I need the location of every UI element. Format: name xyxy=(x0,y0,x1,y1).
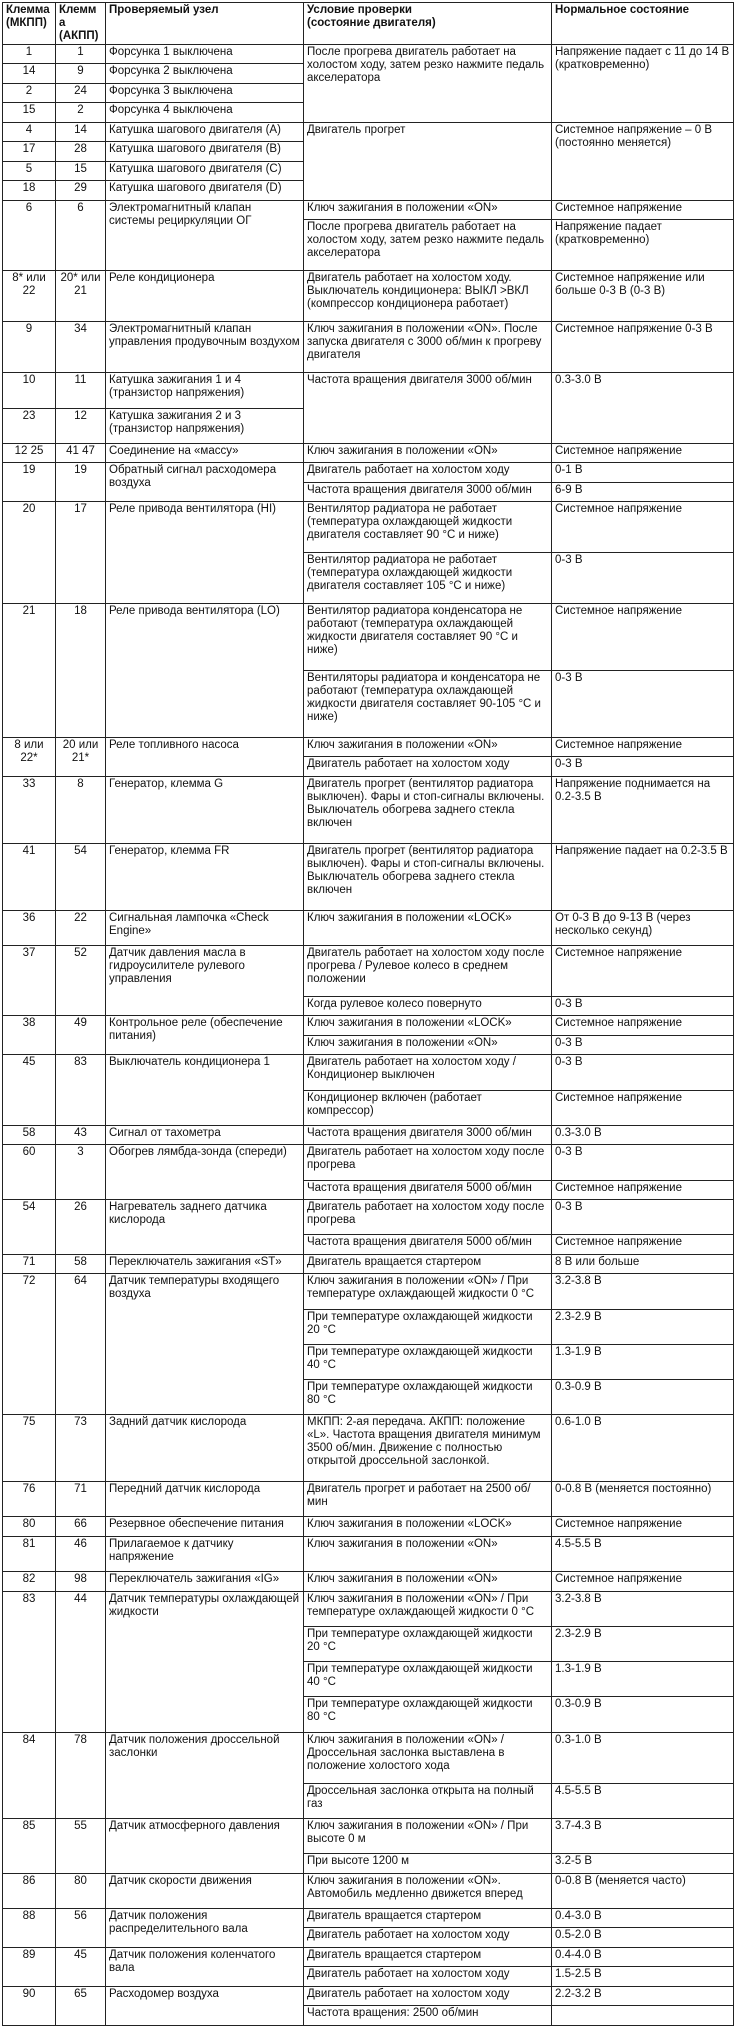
pin-manual-cell: 23 xyxy=(3,408,56,443)
normal-state-cell: Напряжение падает на 0.2-3.5 В xyxy=(552,843,734,910)
component-cell: Форсунка 1 выключена xyxy=(106,45,304,64)
condition-cell: Частота вращения двигателя 5000 об/мин xyxy=(304,1180,552,1199)
normal-state-cell: 0-0.8 В (меняется постоянно) xyxy=(552,1482,734,1517)
condition-cell: Ключ зажигания в положении «ON» xyxy=(304,200,552,219)
component-cell: Прилагаемое к датчику напряжение xyxy=(106,1536,304,1571)
component-cell: Форсунка 4 выключена xyxy=(106,103,304,122)
condition-cell: После прогрева двигатель работает на холостом ходу, затем резко нажмите педаль акселератора xyxy=(304,220,552,271)
component-cell: Соединение на «массу» xyxy=(106,443,304,462)
pin-manual-cell: 88 xyxy=(3,1909,56,1948)
table-row xyxy=(3,322,734,373)
pin-auto-cell: 46 xyxy=(56,1536,106,1571)
normal-state-cell: 0.5-2.0 В xyxy=(552,1928,734,1947)
condition-cell: Ключ зажигания в положении «LOCK» xyxy=(304,1517,552,1536)
condition-cell: Двигатель прогрет (вентилятор радиатора выключен). Фары и стоп-сигналы включены. Выключатель обогрева заднего стекла включен xyxy=(304,843,552,910)
normal-state-cell: 1.3-1.9 В xyxy=(552,1662,734,1697)
component-cell: Передний датчик кислорода xyxy=(106,1482,304,1517)
pin-manual-cell: 86 xyxy=(3,1873,56,1908)
normal-state-cell: 3.2-3.8 В xyxy=(552,1274,734,1309)
normal-state-cell: 0-3 В xyxy=(552,1055,734,1090)
pin-auto-cell: 29 xyxy=(56,181,106,200)
component-cell: Выключатель кондиционера 1 xyxy=(106,1055,304,1126)
normal-state-cell: 2.3-2.9 В xyxy=(552,1309,734,1344)
pin-manual-cell: 82 xyxy=(3,1572,56,1591)
pin-manual-cell: 4 xyxy=(3,122,56,141)
condition-cell: Ключ зажигания в положении «ON» xyxy=(304,1536,552,1571)
condition-cell: Двигатель работает на холостом ходу xyxy=(304,1928,552,1947)
table-header xyxy=(3,3,734,45)
pin-manual-cell: 85 xyxy=(3,1819,56,1874)
pin-manual-cell: 5 xyxy=(3,161,56,180)
pin-manual-cell: 6 xyxy=(3,200,56,271)
component-cell: Задний датчик кислорода xyxy=(106,1415,304,1482)
pin-auto-cell: 15 xyxy=(56,161,106,180)
condition-cell: Частота вращения двигателя 3000 об/мин xyxy=(304,373,552,444)
normal-state-cell: Системное напряжение xyxy=(552,1016,734,1035)
component-cell: Датчик температуры охлаждающей жидкости xyxy=(106,1591,304,1732)
normal-state-cell: 0-3 В xyxy=(552,997,734,1016)
normal-state-cell: Системное напряжение xyxy=(552,1090,734,1125)
normal-state-cell: 1.3-1.9 В xyxy=(552,1344,734,1379)
normal-state-cell: 0.3-0.9 В xyxy=(552,1380,734,1415)
component-cell: Нагреватель заднего датчика кислорода xyxy=(106,1200,304,1255)
condition-cell: Вентиляторы радиатора и конденсатора не работают (температура охлаждающей жидкости двигателя составляет 90-105 °С и ниже) xyxy=(304,671,552,738)
pin-manual-cell: 89 xyxy=(3,1947,56,1986)
pin-manual-cell: 8* или 22 xyxy=(3,271,56,322)
component-cell: Реле топливного насоса xyxy=(106,738,304,777)
pin-manual-cell: 19 xyxy=(3,463,56,502)
pin-manual-cell: 17 xyxy=(3,142,56,161)
normal-state-cell: Системное напряжение xyxy=(552,1517,734,1536)
pin-manual-cell: 2 xyxy=(3,83,56,102)
condition-cell: Ключ зажигания в положении «ON» / При температуре охлаждающей жидкости 0 °С xyxy=(304,1591,552,1626)
pin-auto-cell: 49 xyxy=(56,1016,106,1055)
table-body xyxy=(3,45,734,2026)
component-cell: Расходомер воздуха xyxy=(106,1986,304,2025)
pin-auto-cell: 17 xyxy=(56,502,106,604)
table-row xyxy=(3,271,734,322)
pin-manual-cell: 1 xyxy=(3,45,56,64)
pin-auto-cell: 73 xyxy=(56,1415,106,1482)
pin-auto-cell: 9 xyxy=(56,64,106,83)
pin-manual-cell: 54 xyxy=(3,1200,56,1255)
normal-state-cell: 0.3-1.0 В xyxy=(552,1732,734,1783)
component-cell: Датчик положения дроссельной заслонки xyxy=(106,1732,304,1818)
pin-manual-cell: 60 xyxy=(3,1145,56,1200)
table-row xyxy=(3,1732,734,1783)
condition-cell: Вентилятор радиатора не работает (температура охлаждающей жидкости двигателя составляет 105 °С и ниже) xyxy=(304,553,552,604)
normal-state-cell xyxy=(552,2006,734,2026)
condition-cell: Двигатель прогрет и работает на 2500 об/мин xyxy=(304,1482,552,1517)
component-cell: Датчик скорости движения xyxy=(106,1873,304,1908)
condition-cell: Ключ зажигания в положении «LOCK» xyxy=(304,910,552,945)
normal-state-cell: 8 В или больше xyxy=(552,1254,734,1273)
table-row xyxy=(3,945,734,996)
normal-state-cell: 0-1 В xyxy=(552,463,734,482)
component-cell: Катушка шагового двигателя (A) xyxy=(106,122,304,141)
condition-cell: Двигатель вращается стартером xyxy=(304,1909,552,1928)
component-cell: Резервное обеспечение питания xyxy=(106,1517,304,1536)
pin-manual-cell: 37 xyxy=(3,945,56,1016)
component-cell: Реле привода вентилятора (LO) xyxy=(106,604,304,738)
pin-auto-cell: 2 xyxy=(56,103,106,122)
pin-manual-cell: 20 xyxy=(3,502,56,604)
condition-cell: Ключ зажигания в положении «ON» / Дроссельная заслонка выставлена в положение холостого хода xyxy=(304,1732,552,1783)
normal-state-cell: 2.2-3.2 В xyxy=(552,1986,734,2005)
pin-manual-cell: 90 xyxy=(3,1986,56,2025)
condition-cell: Двигатель работает на холостом ходу xyxy=(304,463,552,482)
pin-auto-cell: 24 xyxy=(56,83,106,102)
pin-auto-cell: 66 xyxy=(56,1517,106,1536)
normal-state-cell: 0.4-3.0 В xyxy=(552,1909,734,1928)
normal-state-cell: 0.3-3.0 В xyxy=(552,373,734,444)
condition-cell: Частота вращения: 2500 об/мин xyxy=(304,2006,552,2026)
table-row xyxy=(3,1986,734,2005)
pin-auto-cell: 34 xyxy=(56,322,106,373)
table-row xyxy=(3,443,734,462)
pin-auto-cell: 56 xyxy=(56,1909,106,1948)
normal-state-cell: Системное напряжение xyxy=(552,738,734,757)
pin-manual-cell: 9 xyxy=(3,322,56,373)
condition-cell: После прогрева двигатель работает на холостом ходу, затем резко нажмите педаль акселератора xyxy=(304,45,552,123)
pin-auto-cell: 58 xyxy=(56,1254,106,1273)
pin-manual-cell: 12 25 xyxy=(3,443,56,462)
normal-state-cell: 6-9 В xyxy=(552,482,734,501)
table-row xyxy=(3,910,734,945)
pin-auto-cell: 20* или 21 xyxy=(56,271,106,322)
condition-cell: Ключ зажигания в положении «ON» xyxy=(304,1035,552,1054)
pin-auto-cell: 78 xyxy=(56,1732,106,1818)
table-row xyxy=(3,1909,734,1928)
table-row xyxy=(3,1517,734,1536)
normal-state-cell: Системное напряжение xyxy=(552,443,734,462)
component-cell: Электромагнитный клапан системы рециркуляции ОГ xyxy=(106,200,304,271)
pin-auto-cell: 12 xyxy=(56,408,106,443)
table-row xyxy=(3,1274,734,1309)
condition-cell: Ключ зажигания в положении «ON» xyxy=(304,738,552,757)
condition-cell: Двигатель прогрет xyxy=(304,122,552,200)
pin-manual-cell: 10 xyxy=(3,373,56,408)
normal-state-cell: 0-3 В xyxy=(552,757,734,776)
normal-state-cell: 0-3 В xyxy=(552,1035,734,1054)
header-component: Проверяемый узел xyxy=(106,3,304,45)
condition-cell: Двигатель работает на холостом ходу после прогрева xyxy=(304,1145,552,1180)
pin-manual-cell: 18 xyxy=(3,181,56,200)
condition-cell: При температуре охлаждающей жидкости 40 °С xyxy=(304,1344,552,1379)
condition-cell: Вентилятор радиатора конденсатора не работают (температура охлаждающей жидкости двигателя составляет 90 °С и ниже) xyxy=(304,604,552,671)
condition-cell: При высоте 1200 м xyxy=(304,1854,552,1873)
component-cell: Датчик давления масла в гидроусилителе рулевого управления xyxy=(106,945,304,1016)
condition-cell: Когда рулевое колесо повернуто xyxy=(304,997,552,1016)
condition-cell: Частота вращения двигателя 3000 об/мин xyxy=(304,482,552,501)
normal-state-cell: Системное напряжение xyxy=(552,200,734,219)
table-row xyxy=(3,200,734,219)
normal-state-cell: Системное напряжение – 0 В (постоянно меняется) xyxy=(552,122,734,200)
table-row xyxy=(3,122,734,141)
normal-state-cell: 0-3 В xyxy=(552,1145,734,1180)
pin-auto-cell: 1 xyxy=(56,45,106,64)
pin-manual-cell: 36 xyxy=(3,910,56,945)
table-row xyxy=(3,502,734,553)
table-row xyxy=(3,1254,734,1273)
component-cell: Катушка шагового двигателя (C) xyxy=(106,161,304,180)
pin-auto-cell: 55 xyxy=(56,1819,106,1874)
component-cell: Переключатель зажигания «IG» xyxy=(106,1572,304,1591)
component-cell: Реле привода вентилятора (HI) xyxy=(106,502,304,604)
pin-auto-cell: 18 xyxy=(56,604,106,738)
component-cell: Реле кондиционера xyxy=(106,271,304,322)
component-cell: Обогрев лямбда-зонда (спереди) xyxy=(106,1145,304,1200)
pin-auto-cell: 19 xyxy=(56,463,106,502)
component-cell: Датчик температуры входящего воздуха xyxy=(106,1274,304,1415)
table-row xyxy=(3,1125,734,1144)
condition-cell: Двигатель работает на холостом ходу xyxy=(304,757,552,776)
normal-state-cell: 3.7-4.3 В xyxy=(552,1819,734,1854)
pin-auto-cell: 14 xyxy=(56,122,106,141)
condition-cell: Ключ зажигания в положении «ON» / При температуре охлаждающей жидкости 0 °С xyxy=(304,1274,552,1309)
component-cell: Сигнальная лампочка «Check Engine» xyxy=(106,910,304,945)
condition-cell: Ключ зажигания в положении «LOCK» xyxy=(304,1016,552,1035)
pin-auto-cell: 52 xyxy=(56,945,106,1016)
normal-state-cell: 0.6-1.0 В xyxy=(552,1415,734,1482)
condition-cell: Дроссельная заслонка открыта на полный газ xyxy=(304,1783,552,1818)
pin-manual-cell: 75 xyxy=(3,1415,56,1482)
condition-cell: При температуре охлаждающей жидкости 20 °С xyxy=(304,1626,552,1661)
header-row xyxy=(3,3,734,45)
pin-auto-cell: 45 xyxy=(56,1947,106,1986)
condition-cell: При температуре охлаждающей жидкости 40 °С xyxy=(304,1662,552,1697)
normal-state-cell: Системное напряжение xyxy=(552,945,734,996)
table-row xyxy=(3,738,734,757)
normal-state-cell: От 0-3 В до 9-13 В (через несколько секунд) xyxy=(552,910,734,945)
pin-auto-cell: 41 47 xyxy=(56,443,106,462)
component-cell: Датчик атмосферного давления xyxy=(106,1819,304,1874)
table-row xyxy=(3,1536,734,1571)
component-cell: Датчик положения коленчатого вала xyxy=(106,1947,304,1986)
condition-cell: Двигатель вращается стартером xyxy=(304,1947,552,1966)
pin-manual-cell: 76 xyxy=(3,1482,56,1517)
pin-manual-cell: 58 xyxy=(3,1125,56,1144)
condition-cell: Двигатель работает на холостом ходу после прогрева / Рулевое колесо в среднем положении xyxy=(304,945,552,996)
table-row xyxy=(3,1016,734,1035)
condition-cell: Ключ зажигания в положении «ON». Автомобиль медленно движется вперед xyxy=(304,1873,552,1908)
normal-state-cell: Системное напряжение 0-3 В xyxy=(552,322,734,373)
condition-cell: Ключ зажигания в положении «ON» / При высоте 0 м xyxy=(304,1819,552,1854)
table-row xyxy=(3,604,734,671)
pin-manual-cell: 84 xyxy=(3,1732,56,1818)
component-cell: Катушка зажигания 2 и 3 (транзистор напряжения) xyxy=(106,408,304,443)
condition-cell: Частота вращения двигателя 5000 об/мин xyxy=(304,1235,552,1254)
table-row xyxy=(3,45,734,64)
pin-manual-cell: 45 xyxy=(3,1055,56,1126)
condition-cell: Двигатель работает на холостом ходу. Выключатель кондиционера: ВЫКЛ >ВКЛ (компрессор кондиционера работает) xyxy=(304,271,552,322)
table-row xyxy=(3,463,734,482)
table-row xyxy=(3,1482,734,1517)
ecu-pin-check-table xyxy=(2,2,734,2026)
pin-auto-cell: 28 xyxy=(56,142,106,161)
table-row xyxy=(3,1200,734,1235)
condition-cell: Ключ зажигания в положении «ON» xyxy=(304,1572,552,1591)
pin-manual-cell: 15 xyxy=(3,103,56,122)
pin-auto-cell: 22 xyxy=(56,910,106,945)
table-row xyxy=(3,1145,734,1180)
pin-auto-cell: 65 xyxy=(56,1986,106,2025)
normal-state-cell: Напряжение падает (кратковременно) xyxy=(552,220,734,271)
normal-state-cell: 1.5-2.5 В xyxy=(552,1967,734,1986)
condition-cell: При температуре охлаждающей жидкости 80 °С xyxy=(304,1697,552,1732)
component-cell: Генератор, клемма FR xyxy=(106,843,304,910)
pin-manual-cell: 38 xyxy=(3,1016,56,1055)
component-cell: Датчик положения распределительного вала xyxy=(106,1909,304,1948)
normal-state-cell: Системное напряжение xyxy=(552,604,734,671)
pin-auto-cell: 44 xyxy=(56,1591,106,1732)
pin-auto-cell: 83 xyxy=(56,1055,106,1126)
pin-auto-cell: 98 xyxy=(56,1572,106,1591)
pin-auto-cell: 71 xyxy=(56,1482,106,1517)
normal-state-cell: 0.3-3.0 В xyxy=(552,1125,734,1144)
normal-state-cell: Системное напряжение xyxy=(552,502,734,553)
component-cell: Сигнал от тахометра xyxy=(106,1125,304,1144)
normal-state-cell: Напряжение поднимается на 0.2-3.5 В xyxy=(552,776,734,843)
condition-cell: Двигатель прогрет (вентилятор радиатора выключен). Фары и стоп-сигналы включены. Выключатель обогрева заднего стекла включен xyxy=(304,776,552,843)
component-cell: Форсунка 3 выключена xyxy=(106,83,304,102)
normal-state-cell: Системное напряжение xyxy=(552,1235,734,1254)
pin-auto-cell: 3 xyxy=(56,1145,106,1200)
condition-cell: Двигатель работает на холостом ходу xyxy=(304,1967,552,1986)
condition-cell: Частота вращения двигателя 3000 об/мин xyxy=(304,1125,552,1144)
normal-state-cell: 0-3 В xyxy=(552,671,734,738)
pin-auto-cell: 54 xyxy=(56,843,106,910)
condition-cell: При температуре охлаждающей жидкости 80 °С xyxy=(304,1380,552,1415)
component-cell: Переключатель зажигания «ST» xyxy=(106,1254,304,1273)
component-cell: Форсунка 2 выключена xyxy=(106,64,304,83)
table-row xyxy=(3,1819,734,1854)
pin-auto-cell: 11 xyxy=(56,373,106,408)
table-row xyxy=(3,843,734,910)
pin-manual-cell: 83 xyxy=(3,1591,56,1732)
condition-cell: Двигатель работает на холостом ходу xyxy=(304,1986,552,2005)
component-cell: Катушка шагового двигателя (B) xyxy=(106,142,304,161)
normal-state-cell: 4.5-5.5 В xyxy=(552,1783,734,1818)
normal-state-cell: 0.3-0.9 В xyxy=(552,1697,734,1732)
normal-state-cell: Системное напряжение xyxy=(552,1572,734,1591)
pin-manual-cell: 71 xyxy=(3,1254,56,1273)
pin-auto-cell: 64 xyxy=(56,1274,106,1415)
component-cell: Контрольное реле (обеспечение питания) xyxy=(106,1016,304,1055)
condition-cell: Ключ зажигания в положении «ON» xyxy=(304,443,552,462)
normal-state-cell: 0-3 В xyxy=(552,553,734,604)
table-row xyxy=(3,776,734,843)
pin-manual-cell: 21 xyxy=(3,604,56,738)
normal-state-cell: Системное напряжение xyxy=(552,1180,734,1199)
condition-cell: МКПП: 2-ая передача. АКПП: положение «L». Частота вращения двигателя минимум 3500 об/мин. Движение с полностью открытой дроссельной заслонкой. xyxy=(304,1415,552,1482)
condition-cell: Двигатель работает на холостом ходу / Кондиционер выключен xyxy=(304,1055,552,1090)
table-row xyxy=(3,1873,734,1908)
normal-state-cell: Системное напряжение или больше 0-3 В (0-3 В) xyxy=(552,271,734,322)
table-row xyxy=(3,1055,734,1090)
component-cell: Генератор, клемма G xyxy=(106,776,304,843)
pin-auto-cell: 26 xyxy=(56,1200,106,1255)
condition-cell: При температуре охлаждающей жидкости 20 °С xyxy=(304,1309,552,1344)
pin-manual-cell: 72 xyxy=(3,1274,56,1415)
normal-state-cell: Напряжение падает с 11 до 14 В (кратковременно) xyxy=(552,45,734,123)
condition-cell: Двигатель работает на холостом ходу после прогрева xyxy=(304,1200,552,1235)
pin-auto-cell: 43 xyxy=(56,1125,106,1144)
table-row xyxy=(3,1572,734,1591)
normal-state-cell: 0-3 В xyxy=(552,1200,734,1235)
component-cell: Катушка шагового двигателя (D) xyxy=(106,181,304,200)
header-normal-state: Нормальное состояние xyxy=(552,3,734,45)
table-row xyxy=(3,1591,734,1626)
normal-state-cell: 2.3-2.9 В xyxy=(552,1626,734,1661)
table-row xyxy=(3,1947,734,1966)
pin-manual-cell: 81 xyxy=(3,1536,56,1571)
condition-cell: Вентилятор радиатора не работает (температура охлаждающей жидкости двигателя составляет 90 °С и ниже) xyxy=(304,502,552,553)
component-cell: Обратный сигнал расходомера воздуха xyxy=(106,463,304,502)
condition-cell: Кондиционер включен (работает компрессор) xyxy=(304,1090,552,1125)
normal-state-cell: 4.5-5.5 В xyxy=(552,1536,734,1571)
condition-cell: Двигатель вращается стартером xyxy=(304,1254,552,1273)
component-cell: Электромагнитный клапан управления продувочным воздухом xyxy=(106,322,304,373)
header-auto-pin: Клемма (АКПП) xyxy=(56,3,106,45)
pin-manual-cell: 80 xyxy=(3,1517,56,1536)
pin-manual-cell: 33 xyxy=(3,776,56,843)
normal-state-cell: 0-0.8 В (меняется часто) xyxy=(552,1873,734,1908)
normal-state-cell: 0.4-4.0 В xyxy=(552,1947,734,1966)
pin-auto-cell: 8 xyxy=(56,776,106,843)
component-cell: Катушка зажигания 1 и 4 (транзистор напряжения) xyxy=(106,373,304,408)
pin-auto-cell: 20 или 21* xyxy=(56,738,106,777)
pin-auto-cell: 80 xyxy=(56,1873,106,1908)
normal-state-cell: 3.2-3.8 В xyxy=(552,1591,734,1626)
normal-state-cell: 3.2-5 В xyxy=(552,1854,734,1873)
header-condition: Условие проверки (состояние двигателя) xyxy=(304,3,552,45)
pin-manual-cell: 8 или 22* xyxy=(3,738,56,777)
pin-auto-cell: 6 xyxy=(56,200,106,271)
table-row xyxy=(3,1415,734,1482)
header-manual-pin: Клемма (МКПП) xyxy=(3,3,56,45)
pin-manual-cell: 14 xyxy=(3,64,56,83)
condition-cell: Ключ зажигания в положении «ON». После запуска двигателя с 3000 об/мин к прогреву двигателя xyxy=(304,322,552,373)
pin-manual-cell: 41 xyxy=(3,843,56,910)
table-row xyxy=(3,373,734,408)
